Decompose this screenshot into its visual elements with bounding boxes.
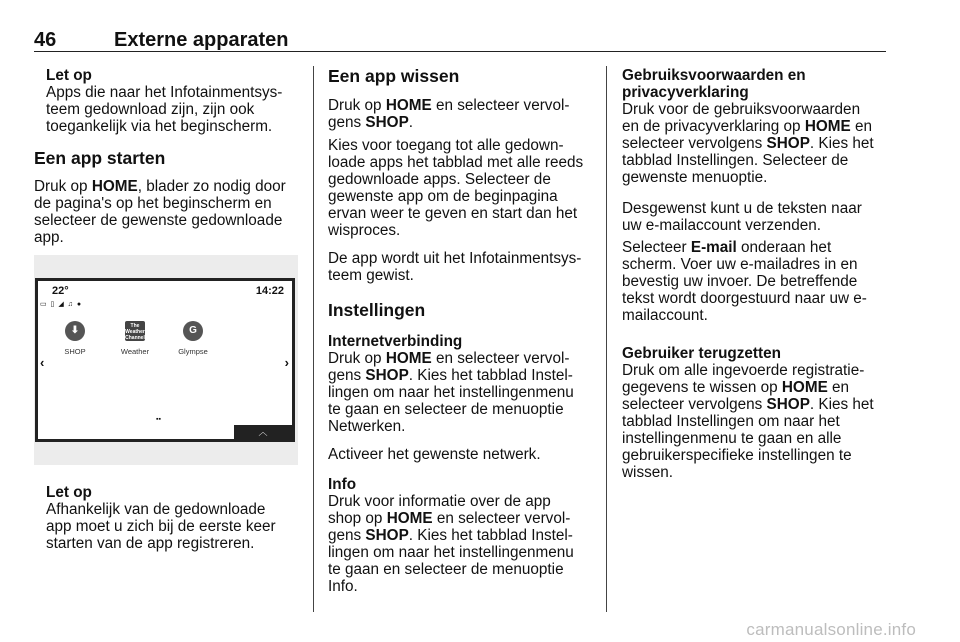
key-label: HOME	[385, 97, 432, 114]
text: en selecteer vervol-	[432, 510, 571, 527]
text: gegevens te wissen op	[622, 379, 782, 396]
infotainment-screen	[35, 278, 295, 442]
app-shop	[50, 321, 100, 356]
paragraph-line: app.	[34, 229, 64, 246]
note-line: Apps die naar het Infotainmentsys-	[46, 84, 283, 101]
sub-heading: Gebruiker terugzetten	[622, 345, 781, 362]
paragraph-line: gebruikerspecifieke instellingen te	[622, 447, 852, 464]
paragraph-line: gedownloade apps. Selecteer de	[328, 171, 551, 188]
paragraph-line: tabblad Instellingen. Selecteer de	[622, 152, 849, 169]
home-screen-figure	[34, 255, 298, 465]
paragraph	[328, 97, 569, 131]
sub-heading: Internetverbinding	[328, 333, 463, 350]
section-heading: Instellingen	[328, 300, 426, 320]
chevron-right-icon: ›	[284, 355, 289, 370]
paragraph-line: wissen.	[622, 464, 674, 481]
key-label: SHOP	[365, 114, 409, 131]
text: . Kies het tabblad Instel-	[408, 367, 573, 384]
text: Druk op	[328, 97, 386, 114]
header-rule	[34, 51, 886, 52]
paragraph-line: Netwerken.	[328, 418, 406, 435]
paragraph	[622, 239, 867, 324]
paragraph-line: gewenste app om de beginpagina	[328, 188, 558, 205]
text: gens	[328, 527, 366, 544]
note-block	[46, 484, 276, 552]
clock-readout: 14:22	[255, 285, 284, 297]
paragraph-line: te gaan en selecteer de menuoptie	[328, 561, 564, 578]
text: Druk op	[328, 350, 386, 367]
paragraph-line: tekst wordt doorgestuurd naar uw e-	[622, 290, 867, 307]
sub-heading: privacyverklaring	[622, 84, 749, 101]
paragraph-line: scherm. Voer uw e-mailadres in en	[622, 256, 858, 273]
text: en	[827, 379, 850, 396]
page-number: 46	[34, 29, 57, 51]
note-block	[46, 67, 282, 135]
glympse-icon: G	[183, 321, 203, 341]
text: en de privacyverklaring op	[622, 118, 805, 135]
key-label: HOME	[386, 510, 433, 527]
paragraph-line: Druk voor informatie over de app	[328, 493, 551, 510]
text: . Kies het	[809, 396, 874, 413]
text: en	[850, 118, 872, 135]
column-divider	[606, 66, 607, 612]
sub-heading: Info	[328, 476, 357, 493]
paragraph-line: Druk om alle ingevoerde registratie-	[622, 362, 865, 379]
paragraph	[328, 476, 574, 595]
key-label: HOME	[781, 379, 828, 396]
paragraph-line: de pagina's op het beginscherm en	[34, 195, 272, 212]
key-label: SHOP	[766, 396, 810, 413]
text: .	[408, 114, 414, 131]
paragraph-line: teem gewist.	[328, 267, 414, 284]
key-label: SHOP	[766, 135, 810, 152]
weather-channel-icon: The Weather Channel	[125, 323, 145, 341]
page-dots: ▪▪	[156, 416, 161, 423]
paragraph-line: De app wordt uit het Infotainmentsys-	[328, 250, 582, 267]
paragraph-line: ervan weer te geven en start dan het	[328, 205, 578, 222]
text: , blader zo nodig door	[137, 178, 286, 195]
paragraph	[622, 345, 874, 481]
text: onderaan het	[736, 239, 832, 256]
page-header	[34, 29, 886, 51]
paragraph-line: Activeer het gewenste netwerk.	[328, 446, 541, 463]
paragraph	[622, 200, 862, 234]
app-label: Weather	[120, 347, 150, 356]
text: shop op	[328, 510, 387, 527]
paragraph-line: selecteer de gewenste gedownloade	[34, 212, 283, 229]
note-title: Let op	[46, 484, 92, 501]
sub-heading: Gebruiksvoorwaarden en	[622, 67, 806, 84]
app-glympse	[168, 321, 218, 356]
note-line: Afhankelijk van de gedownloade	[46, 501, 266, 518]
paragraph	[34, 178, 286, 246]
paragraph-line: lingen om naar het instellingenmenu	[328, 544, 574, 561]
paragraph-line: Kies voor toegang tot alle gedown-	[328, 137, 564, 154]
note-title: Let op	[46, 67, 92, 84]
paragraph-line: lingen om naar het instellingenmenu	[328, 384, 574, 401]
note-line: teem gedownload zijn, zijn ook	[46, 101, 255, 118]
chevron-left-icon: ‹	[40, 355, 45, 370]
text: . Kies het	[809, 135, 874, 152]
note-line: toegankelijk via het beginscherm.	[46, 118, 273, 135]
paragraph	[328, 137, 583, 239]
key-label: HOME	[804, 118, 851, 135]
temperature-readout: 22°	[52, 285, 69, 297]
paragraph-line: instellingenmenu te gaan en alle	[622, 430, 842, 447]
paragraph-line: tabblad Instellingen om naar het	[622, 413, 840, 430]
text: selecteer vervolgens	[622, 396, 767, 413]
section-heading: Een app starten	[34, 148, 166, 168]
section-heading: Een app wissen	[328, 66, 460, 86]
key-label: HOME	[91, 178, 138, 195]
paragraph-line: Info.	[328, 578, 358, 595]
paragraph-line: loade apps het tabblad met alle reeds	[328, 154, 584, 171]
app-label: Glympse	[178, 347, 208, 356]
text: en selecteer vervol-	[431, 97, 570, 114]
shop-icon: ⬇	[65, 321, 85, 341]
key-label: SHOP	[365, 527, 409, 544]
text: selecteer vervolgens	[622, 135, 767, 152]
paragraph-line: wisproces.	[328, 222, 401, 239]
note-line: app moet u zich bij de eerste keer	[46, 518, 276, 535]
note-line: starten van de app registreren.	[46, 535, 255, 552]
paragraph-line: mailaccount.	[622, 307, 708, 324]
app-label: SHOP	[64, 347, 86, 356]
paragraph	[328, 250, 581, 284]
text: gens	[328, 114, 366, 131]
paragraph-line: bevestig uw invoer. De betreffende	[622, 273, 858, 290]
paragraph	[622, 67, 874, 186]
paragraph-line: gewenste menuoptie.	[622, 169, 768, 186]
paragraph-line: uw e-mailaccount verzenden.	[622, 217, 821, 234]
status-icons: ▭ ▯ ◢ ♫ ●	[40, 301, 83, 308]
watermark: carmanualsonline.info	[746, 620, 916, 639]
page-title: Externe apparaten	[114, 29, 289, 51]
key-label: HOME	[385, 350, 432, 367]
app-weather	[110, 321, 160, 356]
text: . Kies het tabblad Instel-	[408, 527, 573, 544]
key-label: E-mail	[690, 239, 737, 256]
key-label: SHOP	[365, 367, 409, 384]
text: en selecteer vervol-	[431, 350, 570, 367]
column-divider	[313, 66, 314, 612]
text: Druk op	[34, 178, 92, 195]
paragraph-line: Desgewenst kunt u de teksten naar	[622, 200, 862, 217]
paragraph-line: te gaan en selecteer de menuoptie	[328, 401, 564, 418]
paragraph-line: Druk voor de gebruiksvoorwaarden	[622, 101, 861, 118]
text: gens	[328, 367, 366, 384]
paragraph	[328, 446, 541, 463]
paragraph	[328, 333, 574, 435]
text: Selecteer	[622, 239, 691, 256]
chevron-up-icon: ︿	[234, 425, 292, 439]
